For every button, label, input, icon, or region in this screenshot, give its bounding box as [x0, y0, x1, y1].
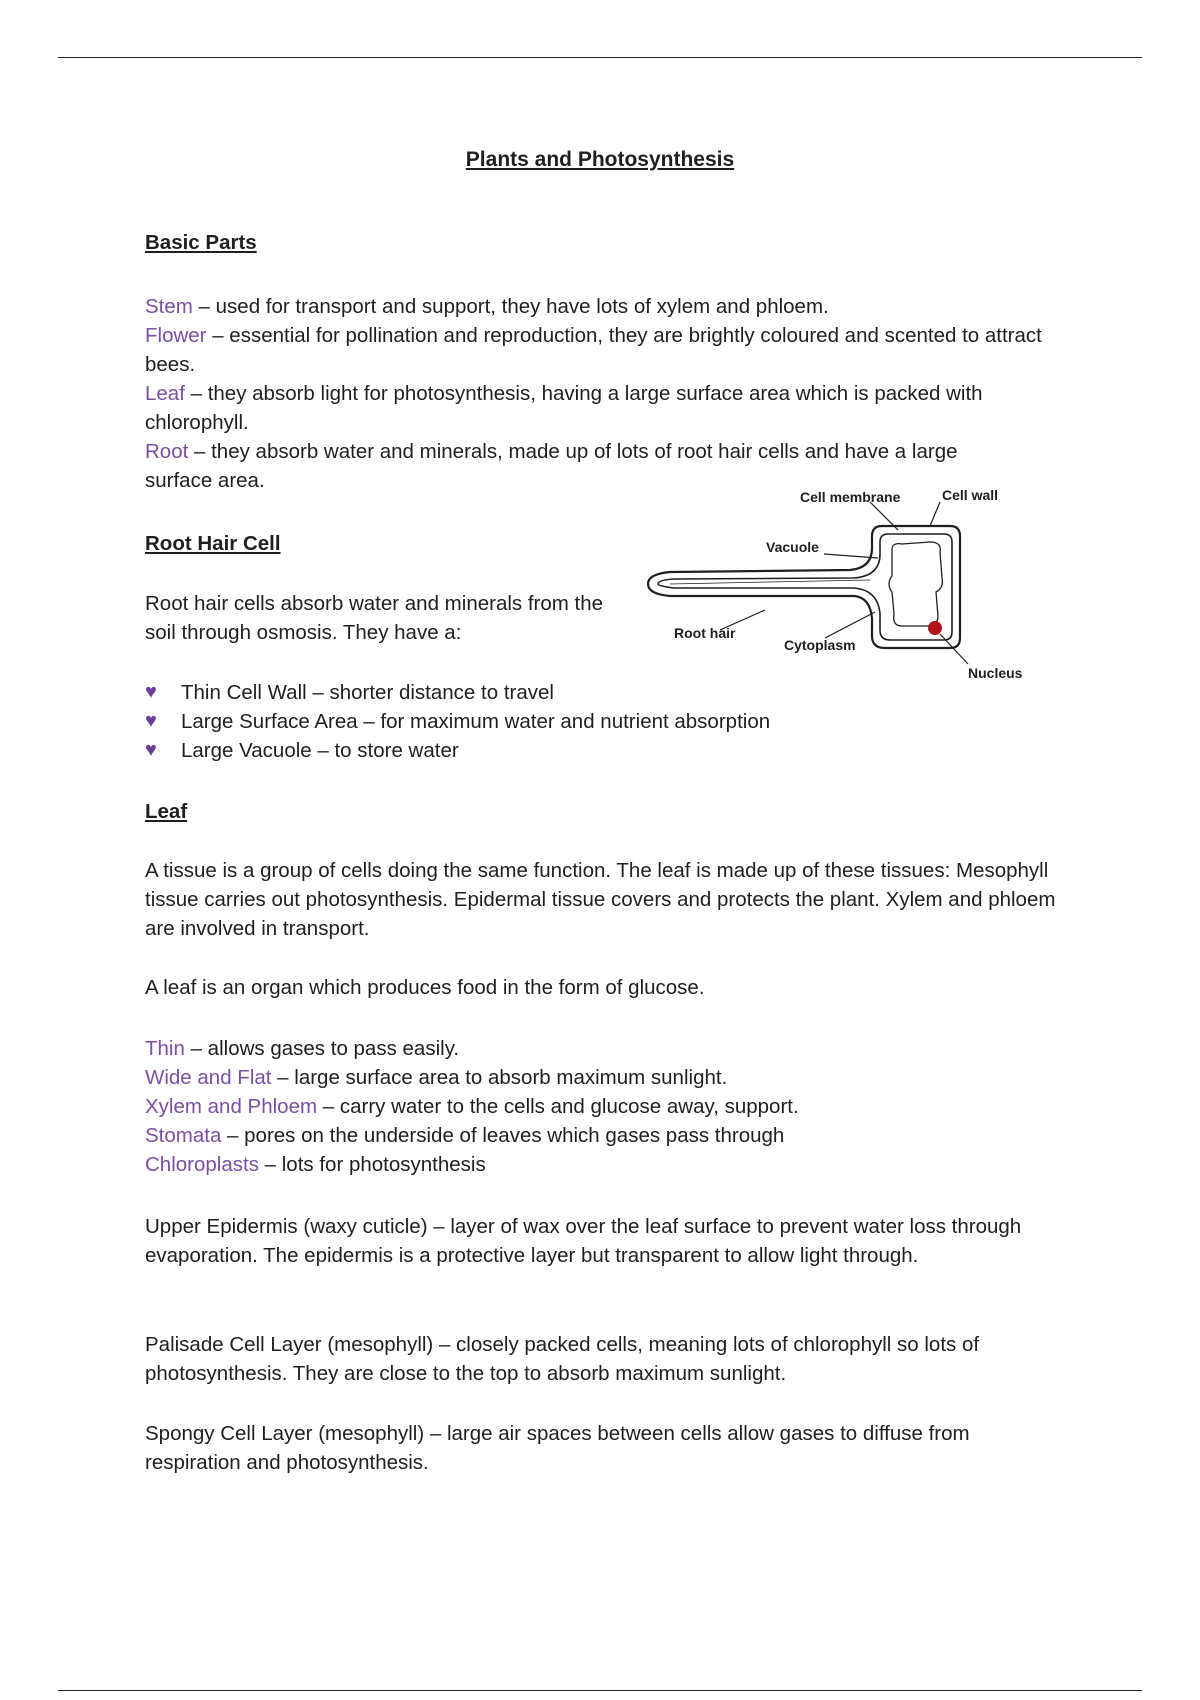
term-flower: Flower: [145, 324, 207, 347]
organ-paragraph: A leaf is an organ which produces food in the form of glucose.: [145, 976, 705, 999]
leaf-features-list: [145, 1034, 1060, 1179]
term-description: – pores on the underside of leaves which gases pass through: [221, 1124, 785, 1147]
list-item: [145, 1063, 1060, 1092]
root-hair-cell-illustration: [640, 488, 1040, 698]
list-item: [145, 292, 1060, 321]
vacuole-outline: [889, 542, 942, 626]
term-leaf: Leaf: [145, 382, 185, 405]
page-title: Plants and Photosynthesis: [465, 148, 735, 171]
list-item: [145, 321, 1060, 379]
root-hair-intro: Root hair cells absorb water and minerals from the soil through osmosis. They have a:: [145, 592, 604, 644]
heart-bullet-icon: ♥: [145, 739, 157, 761]
tissue-paragraph: A tissue is a group of cells doing the same function. The leaf is made up of these tissues: Mesophyll tissue carries out photosynthesis. Epidermal tissue covers and protects the plant. Xylem and phloem are involved in transport.: [145, 859, 1056, 940]
list-item: [145, 1092, 1060, 1121]
nucleus-label: Nucleus: [968, 665, 1023, 681]
heart-bullet-icon: ♥: [145, 710, 157, 732]
term-stomata: Stomata: [145, 1124, 222, 1147]
list-item: [145, 707, 770, 736]
heart-bullet-icon: ♥: [145, 681, 157, 703]
vacuole-label: Vacuole: [766, 539, 819, 555]
term-description: – they absorb water and minerals, made up of lots of root hair cells and have a large surface area.: [145, 440, 958, 492]
term-stem: Stem: [145, 295, 193, 318]
term-root: Root: [145, 440, 189, 463]
list-item: [145, 437, 1025, 495]
bullet-text: Large Vacuole – to store water: [181, 739, 459, 762]
root-hair-cell-diagram: [640, 488, 1040, 698]
term-description: – used for transport and support, they have lots of xylem and phloem.: [192, 295, 829, 318]
term-description: – allows gases to pass easily.: [184, 1037, 460, 1060]
list-item: [145, 736, 770, 765]
term-description: – they absorb light for photosynthesis, having a large surface area which is packed with chlorophyll.: [145, 382, 983, 434]
bullet-text: Thin Cell Wall – shorter distance to travel: [181, 681, 554, 704]
leaf-heading: Leaf: [145, 800, 188, 823]
term-description: – large surface area to absorb maximum sunlight.: [271, 1066, 728, 1089]
term-chloroplasts: Chloroplasts: [145, 1153, 259, 1176]
list-item: [145, 1121, 1060, 1150]
upper-epidermis-paragraph: Upper Epidermis (waxy cuticle) – layer of wax over the leaf surface to prevent water loss through evaporation. The epidermis is a protective layer but transparent to allow light through.: [145, 1215, 1022, 1267]
term-description: – carry water to the cells and glucose away, support.: [317, 1095, 799, 1118]
root-hair-streak: [670, 580, 870, 584]
cytoplasm-label: Cytoplasm: [784, 637, 856, 653]
term-thin: Thin: [145, 1037, 185, 1060]
term-wide-and-flat: Wide and Flat: [145, 1066, 272, 1089]
root-hair-heading: Root Hair Cell: [145, 532, 281, 555]
term-description: – lots for photosynthesis: [258, 1153, 486, 1176]
palisade-paragraph: Palisade Cell Layer (mesophyll) – closely packed cells, meaning lots of chlorophyll so lots of photosynthesis. They are close to the top to absorb maximum sunlight.: [145, 1333, 980, 1385]
cytoplasm-pointer: [825, 612, 875, 638]
basic-parts-heading: Basic Parts: [145, 231, 257, 254]
term-xylem-and-phloem: Xylem and Phloem: [145, 1095, 318, 1118]
list-item: [145, 379, 1060, 437]
cell-wall-label: Cell wall: [942, 488, 999, 503]
top-rule: [58, 57, 1142, 58]
spongy-paragraph: Spongy Cell Layer (mesophyll) – large air spaces between cells allow gases to diffuse from respiration and photosynthesis.: [145, 1422, 970, 1474]
bottom-rule: [58, 1690, 1142, 1691]
term-description: – essential for pollination and reproduction, they are brightly coloured and scented to attract bees.: [145, 324, 1042, 376]
cell-membrane-label: Cell membrane: [800, 489, 901, 505]
nucleus-dot: [928, 621, 942, 635]
root-hair-label: Root hair: [674, 625, 736, 641]
basic-parts-list: [145, 292, 1060, 495]
bullet-text: Large Surface Area – for maximum water and nutrient absorption: [181, 710, 771, 733]
list-item: [145, 1150, 1060, 1179]
cell-wall-pointer: [930, 502, 940, 526]
list-item: [145, 1034, 1060, 1063]
